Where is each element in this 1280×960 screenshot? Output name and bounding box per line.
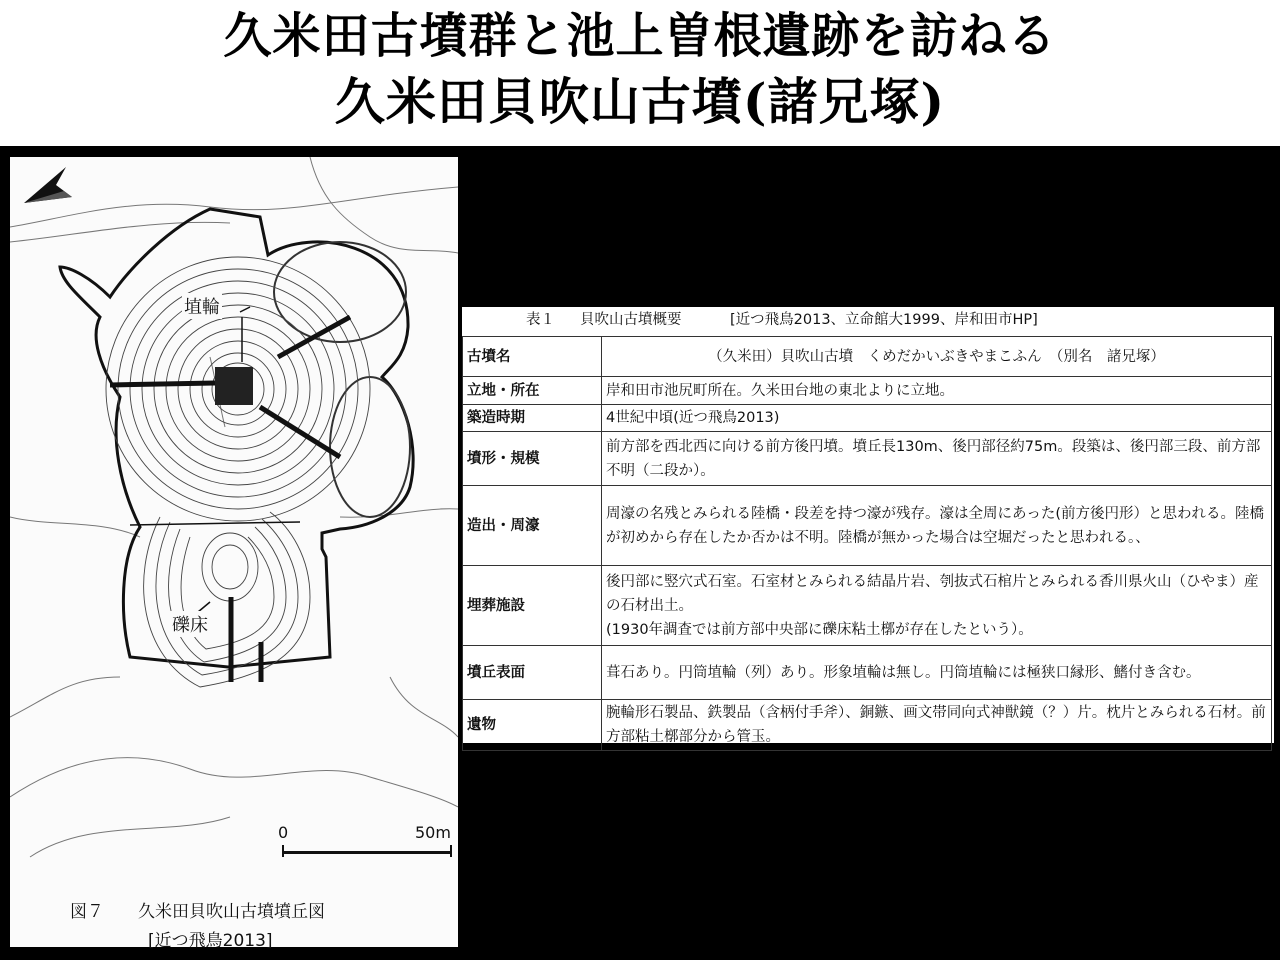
row-value: 周濠の名残とみられる陸橋・段差を持つ濠が残存。濠は全周にあった(前方後円形）と思われる。陸橋が初めから存在したか否かは不明。陸橋が無かった場合は空堀だったと思われる。、 xyxy=(602,486,1272,566)
slide-subtitle: 久米田貝吹山古墳(諸兄塚) xyxy=(334,72,946,131)
scale-bar xyxy=(282,845,452,857)
row-key: 古墳名 xyxy=(463,337,602,377)
row-key: 遺物 xyxy=(463,700,602,751)
mound-map-figure xyxy=(10,157,458,951)
row-value: 葺石あり。円筒埴輪（列）あり。形象埴輪は無し。円筒埴輪には極狭口縁形、鰭付き含む。 xyxy=(602,646,1272,700)
table-title xyxy=(462,307,1274,335)
figure-source: [近つ飛鳥2013] xyxy=(148,931,273,951)
table-row xyxy=(463,700,1272,751)
summary-table-panel xyxy=(462,307,1274,743)
row-value-note: (1930年調査では前方部中央部に礫床粘土槨が存在したという）。 xyxy=(606,621,1033,638)
row-value: （久米田）貝吹山古墳 くめだかいぶきやまこふん （別名 諸兄塚） xyxy=(602,337,1272,377)
gravel-bed-label: 礫床 xyxy=(170,611,210,637)
table-source: [近つ飛鳥2013、立命館大1999、岸和田市HP] xyxy=(730,312,1038,328)
row-value: 腕輪形石製品、鉄製品（含柄付手斧）、銅鏃、画文帯同向式神獣鏡（？）片。枕片とみられる石材。前方部粘土槨部分から管玉。 xyxy=(602,700,1272,751)
table-row xyxy=(463,337,1272,377)
table-row xyxy=(463,432,1272,486)
table-row xyxy=(463,486,1272,566)
table-row xyxy=(463,405,1272,432)
table-row xyxy=(463,377,1272,405)
table-name: 貝吹山古墳概要 xyxy=(580,312,682,328)
row-value: 4世紀中頃(近つ飛鳥2013) xyxy=(602,405,1272,432)
row-key: 築造時期 xyxy=(463,405,602,432)
north-arrow-icon xyxy=(24,167,72,203)
scale-end-label: 50m xyxy=(415,823,451,842)
slide-title: 久米田古墳群と池上曽根遺跡を訪ねる xyxy=(223,8,1057,64)
figure-caption xyxy=(70,897,325,951)
row-key: 立地・所在 xyxy=(463,377,602,405)
summary-table xyxy=(462,336,1272,751)
row-value-line: 後円部に竪穴式石室。石室材とみられる結晶片岩、刳抜式石棺片とみられる香川県火山（ひやま）産の石材出土。 xyxy=(606,573,1259,614)
row-value: 前方部を西北西に向ける前方後円墳。墳丘長130m、後円部径約75m。段築は、後円部三段、前方部不明（二段か）。 xyxy=(602,432,1272,486)
table-row xyxy=(463,646,1272,700)
table-row xyxy=(463,566,1272,646)
table-number: 表１ xyxy=(526,312,555,328)
slide-title-area xyxy=(0,0,1280,146)
mound-contour-map xyxy=(10,157,458,947)
row-key: 埋葬施設 xyxy=(463,566,602,646)
row-key: 墳形・規模 xyxy=(463,432,602,486)
row-key: 墳丘表面 xyxy=(463,646,602,700)
figure-title: 久米田貝吹山古墳墳丘図 xyxy=(138,902,325,922)
row-key: 造出・周濠 xyxy=(463,486,602,566)
row-value: 岸和田市池尻町所在。久米田台地の東北よりに立地。 xyxy=(602,377,1272,405)
row-value xyxy=(602,566,1272,646)
figure-number: 図７ xyxy=(70,902,104,922)
scale-start-label: 0 xyxy=(278,823,289,842)
haniwa-label: 埴輪 xyxy=(182,293,222,319)
